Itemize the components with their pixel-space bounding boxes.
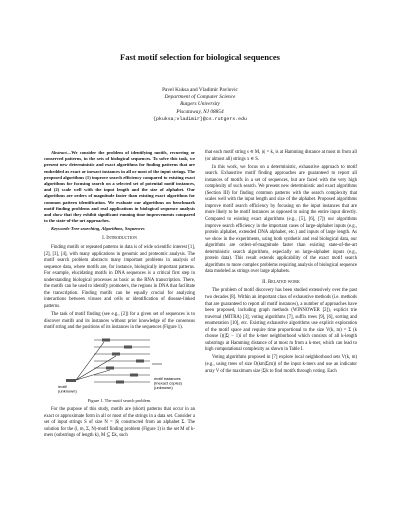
right-paragraph-1: that each motif string s ∈ M, |s| = k, is at Hamming distance at most m from all (or almost all) strings x ∈ S.: [205, 150, 357, 162]
intro-paragraph-1: Finding motifs or repeated patterns in data is of wide scientific interest [1], [2], [3], [4], with many applications in genomic and proteomic analysis. The motif search problem abstracts many important problems in analysis of sequence data, where motifs are, for instance, biologically important patterns. For example, elucidating motifs in DNA sequences is a critical first step in understanding biological processes as basic as the RNA transcription. There, the motifs can be used to identify promoters, the regions in DNA that facilitate the transcription. Finding motifs can be equally crucial for analyzing interactions between viruses and cells or identification of disease-linked patterns.: [44, 245, 195, 309]
abstract-text: We consider the problem of identifying motifs, recurring or conserved patterns, in the sets of biological sequences. To solve this task, we present new deterministic and exact algorithms for finding patterns that are embedded as exact or inexact instances in all or most of the input strings. The proposed algorithms (1) improve search efficiency compared to existing exact algorithms for focusing search on a selected set of potential motif instances, and (2) scale well with the input length and the size of alphabet. Our algorithms are orders of magnitude faster than existing exact algorithms for common pattern identification. We evaluate our algorithms on benchmark motif finding problems and real applications in biological sequence analysis and show that they exhibit significant running time improvements compared to the state-of-the-art approaches.: [44, 150, 195, 224]
intro-paragraph-2: The task of motif finding (see e.g., [2]) for a given set of sequences is to discover motifs and its instances without prior knowledge of the consensus motif string and the positions of its instances in the sequences (Figure 1).: [44, 312, 195, 331]
keywords-label: Keywords-: [51, 225, 71, 231]
motif-instance-2: [124, 345, 132, 348]
paper-title: Fast motif selection for biological sequences: [120, 52, 280, 62]
abstract-label: Abstract—: [51, 150, 72, 155]
keywords: [44, 226, 195, 233]
motif-instance-4: [136, 359, 144, 362]
figure-label-instances: motif instances: [154, 375, 181, 381]
figure-1-diagram: [54, 334, 184, 394]
right-column: [205, 150, 357, 377]
figure-label-unknown-3: (unknown): [154, 384, 173, 390]
figure-label-unknown-2: (inexact copies): [154, 380, 183, 386]
left-column: [44, 150, 195, 441]
figure-label-unknown-1: (unknown): [58, 388, 77, 394]
author-university: Rutgers University: [180, 101, 220, 108]
author-department: Department of Computer Science: [164, 94, 236, 101]
author-names: Pavel Kuksa and Vladimir Pavlovic: [162, 87, 238, 93]
motif-instance-5: [106, 366, 114, 369]
keywords-text: Tree searching, Algorithms, Sequences: [70, 225, 145, 231]
abstract: [44, 150, 195, 224]
figure-1-caption: Figure 1. The motif search problem.: [87, 397, 152, 403]
motif-instance-3: [112, 352, 120, 355]
author-email: {pkuksa;vladimir}@cs.rutgers.edu: [153, 116, 247, 122]
figure-1: [44, 334, 195, 396]
section-heading-introduction: I. Introduction: [102, 236, 137, 242]
related-paragraph-1: The problem of motif discovery has been studied extensively over the past two decades [8]. Within an important class of exhaustive methods (i.e. methods that are guaranteed to report all motif instances), a number of approaches have been proposed, including graph methods (WINNOWER [2]), explicit trie traversal (MITRA) [3], voting algorithms [7], suffix trees [9], [6], sorting and enumeration [10], etc. Existing exhaustive algorithms use explicit exploration of the motif space and require time proportional to the size V(k, m) = Σ (k choose i)(|Σ| − 1)i of the k-mer neighborhood which consists of all k-length substrings at Hamming distance of at most m from a k-mer, which can lead to high computational complexity as shown in Table I.: [205, 288, 357, 353]
author-block: [0, 87, 400, 123]
intro-paragraph-3: For the purpose of this study, motifs are (short) patterns that occur in an exact or approximate form in all or most of the strings in a data set. Consider a set of input strings S of size N = |S| constructed from an alphabet Σ. The solution for the (l, m, Σ, N)-motif finding problem (Figure 1) is the set M of k-mers (substrings of length k), M ⊆ Σk, such: [44, 407, 195, 439]
motif-consensus: [66, 379, 76, 382]
motif-instance-6: [130, 373, 138, 376]
motif-instance-7: [116, 380, 124, 383]
right-paragraph-2: In this work, we focus on a deterministic, exhaustive approach to motif search. Exhaustive motif finding approaches are guaranteed to report all instances of motifs in a set of sequences, but are faced with the very high complexity of such search. We present new deterministic and exact algorithms (Section III) for finding common patterns with the search complexity that scales well with the input length and size of the alphabet. Proposed algorithms improve motif search efficiency by focusing on the input instances that are more likely to be motif instances as opposed to using the entire input directly. Compared to existing exact algorithms (e.g., [5], [6], [7]) our algorithms improve search efficiency in the important cases of large-alphabet inputs (e.g., protein alphabet, extended DNA alphabet, etc.) and inputs of large length. As we show in the experiments, using both synthetic and real biological data, our algorithms are orders-of-magnitude faster than existing state-of-the-art deterministic search algorithms, especially on large-alphabet inputs (e.g., protein data). This result extends applicability of the exact motif search algorithms to more complex problems requiring analysis of biological sequence data modeled as strings over large alphabets.: [205, 164, 357, 275]
figure-label-motif: motif: [58, 383, 67, 389]
section-heading-related-work: II. Related work: [262, 279, 300, 285]
motif-instance-1: [102, 338, 110, 341]
author-city: Piscataway, NJ 08854: [176, 108, 224, 115]
related-paragraph-2: Voting algorithms proposed in [7] explore local neighborhood sets V(k, m) (e.g., using trees of size O(km|Σ|m)) of the input k-mers and use an indicator array V of the maximum size |Σ|k to find motifs through voting. Each: [205, 355, 357, 374]
